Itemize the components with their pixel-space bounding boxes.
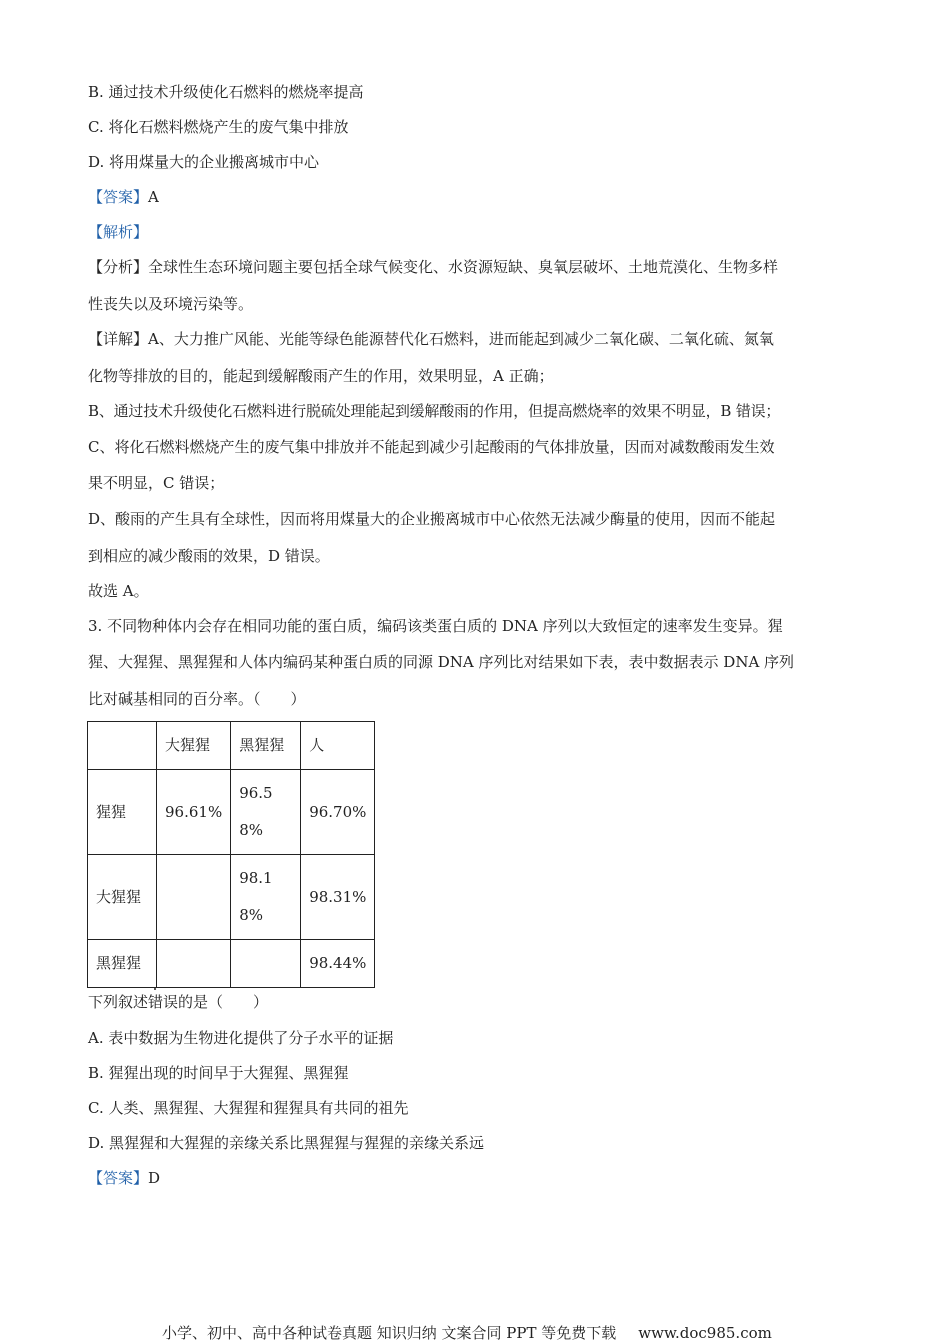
answer-value: A [148,188,159,206]
q3-answer [88,1168,160,1188]
table-cell [157,940,231,988]
answer-tag: 【答案】 [88,188,149,206]
table-row-label: 黑猩猩 [88,940,157,988]
prev-option-d: D. 将用煤量大的企业搬离城市中心 [88,153,320,171]
table-cell: 98.44% [301,940,375,988]
prev-option-b: B. 通过技术升级使化石燃料的燃烧率提高 [88,83,364,101]
xiangjie-line-2: 化物等排放的目的，能起到缓解酸雨产生的作用，效果明显，A 正确； [88,367,554,385]
answer-value: D [148,1169,161,1187]
q3-line-3: 比对碱基相同的百分率。（ ） [88,690,306,708]
table-row-label: 猩猩 [88,770,157,855]
table-header-cell [88,722,157,770]
q3-stem-emphasis: 错误 [148,993,179,1011]
xiangjie-c-2: 果不明显，C 错误； [88,474,225,492]
table-header-row [88,722,375,770]
dna-comparison-table [87,721,375,988]
table-row [88,940,375,988]
table-cell: 96.61% [157,770,231,855]
prev-answer [88,187,159,207]
footer-text: 小学、初中、高中各种试卷真题 知识归纳 文案合同 PPT 等免费下载 [162,1324,617,1342]
q3-option-c: C. 人类、黑猩猩、大猩猩和猩猩具有共同的祖先 [88,1099,409,1117]
q3-stem-suffix: 的是（ ） [178,993,269,1011]
q3-option-b: B. 猩猩出现的时间早于大猩猩、黑猩猩 [88,1064,349,1082]
table-cell: 96.70% [301,770,375,855]
page-footer [162,1323,772,1343]
conclusion: 故选 A。 [88,582,149,600]
q3-line-1: 3. 不同物种体内会存在相同功能的蛋白质，编码该类蛋白质的 DNA 序列以大致恒定的速率发生变异。猩 [88,617,783,635]
table-cell [157,855,231,940]
footer-url[interactable]: www.doc985.com [638,1324,772,1342]
fenxi-tag: 【分析】 [88,258,149,276]
table-row-label: 大猩猩 [88,855,157,940]
table-row [88,770,375,855]
fenxi-line-1 [88,257,778,277]
xiangjie-tag: 【详解】 [88,330,149,348]
analysis-tag: 【解析】 [88,223,149,241]
q3-stem-prefix: 下列叙述 [88,993,149,1011]
q3-option-d: D. 黑猩猩和大猩猩的亲缘关系比黑猩猩与猩猩的亲缘关系远 [88,1134,485,1152]
table-header-cell: 人 [301,722,375,770]
table-header-cell: 大猩猩 [157,722,231,770]
xiangjie-text-1: A、大力推广风能、光能等绿色能源替代化石燃料，进而能起到减少二氧化碳、二氧化硫、氮氧 [148,330,774,348]
prev-option-c: C. 将化石燃料燃烧产生的废气集中排放 [88,118,349,136]
analysis-heading [88,222,148,242]
answer-tag: 【答案】 [88,1169,149,1187]
fenxi-text-1: 全球性生态环境问题主要包括全球气候变化、水资源短缺、臭氧层破坏、土地荒漠化、生物多样 [148,258,779,276]
fenxi-line-2: 性丧失以及环境污染等。 [88,295,254,313]
q3-stem [88,992,268,1012]
table-cell: 96.58% [231,770,301,855]
table-cell: 98.18% [231,855,301,940]
q3-line-2: 猩、大猩猩、黑猩猩和人体内编码某种蛋白质的同源 DNA 序列比对结果如下表，表中数据表示 DNA 序列 [88,653,795,671]
table-cell: 98.31% [301,855,375,940]
table-header-cell: 黑猩猩 [231,722,301,770]
q3-option-a: A. 表中数据为生物进化提供了分子水平的证据 [88,1029,394,1047]
xiangjie-b: B、通过技术升级使化石燃料进行脱硫处理能起到缓解酸雨的作用，但提高燃烧率的效果不明显，B 错误； [88,402,781,420]
table-cell [231,940,301,988]
xiangjie-line-1 [88,329,774,349]
xiangjie-d-1: D、酸雨的产生具有全球性，因而将用煤量大的企业搬离城市中心依然无法减少酶量的使用，因而不能起 [88,510,776,528]
xiangjie-c-1: C、将化石燃料燃烧产生的废气集中排放并不能起到减少引起酸雨的气体排放量，因而对减数酸雨发生效 [88,438,775,456]
table-row [88,855,375,940]
xiangjie-d-2: 到相应的减少酸雨的效果，D 错误。 [88,547,330,565]
